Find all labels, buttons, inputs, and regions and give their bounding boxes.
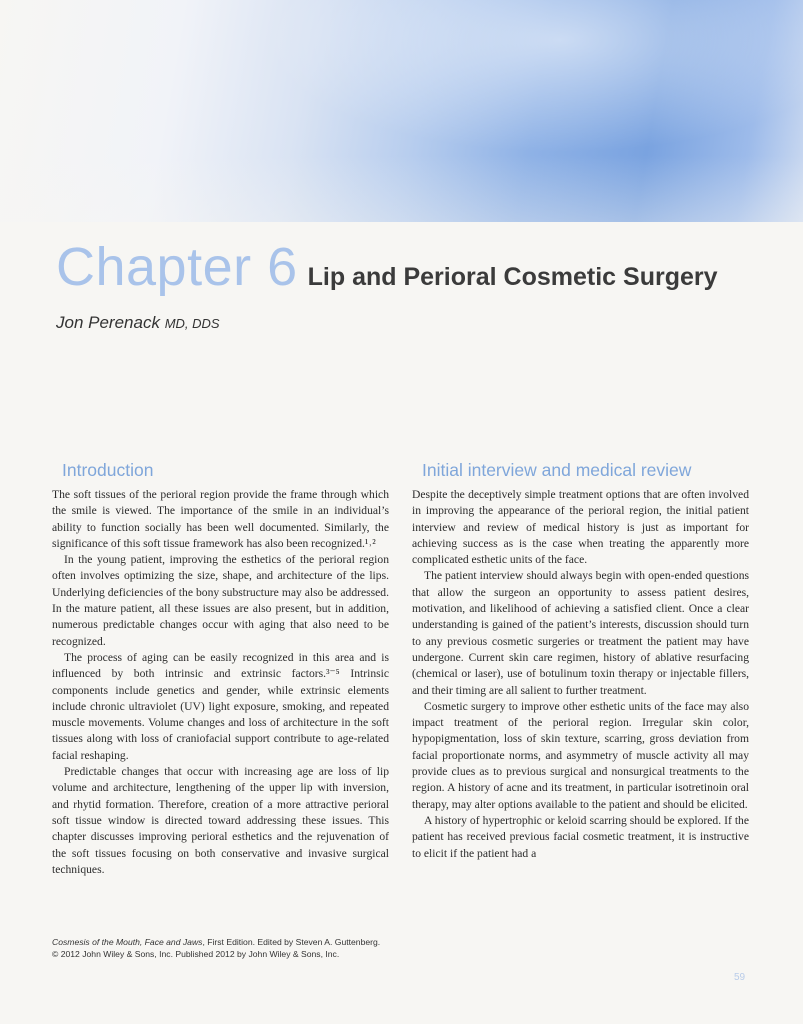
paragraph: The process of aging can be easily recognized in this area and is influenced by both intrinsic and extrinsic factors.³⁻⁵ Intrinsic components include genetics and gender, while extrinsic elements include chronic ultraviolet (UV) light exposure, smoking, and repeated muscle movements. Volume changes and loss of architecture in the soft tissues along with loss of craniofacial support contribute to age-related facial reshaping. [52,650,389,762]
paragraph: Predictable changes that occur with increasing age are loss of lip volume and architecture, lengthening of the upper lip with inversion, and rhytid formation. Therefore, creation of a more attractive perioral soft tissue window is directed toward addressing these issues. This chapter discusses improving perioral esthetics and the rejuvenation of the soft tissues focusing on both conservative and invasive surgical techniques. [52,765,389,876]
chapter-heading [56,236,718,298]
paragraph: In the young patient, improving the esthetics of the perioral region often involves optimizing the size, shape, and architecture of the lips. Underlying deficiencies of the bony substructure may also be addressed. In the mature patient, all these issues are also present, but in addition, numerous predictable changes occur with aging that also need to be recognized. [52,553,389,648]
right-column [412,460,749,862]
copyright-footnote [52,937,472,960]
chapter-title: Lip and Perioral Cosmetic Surgery [307,263,718,291]
paragraph: Cosmetic surgery to improve other esthetic units of the face may also impact treatment of the perioral region. Irregular skin color, hypopigmentation, loss of skin texture, scarring, gross deviation from facial proportionate norms, and asymmetry of muscle activity all may provide clues as to previous surgical and nonsurgical treatments to the region. A history of acne and its treatment, in particular isotretinoin oral therapy, may alter options available to the patient and should be elicited. [412,699,749,811]
author-credentials: MD, DDS [164,316,220,331]
paragraph: A history of hypertrophic or keloid scarring should be explored. If the patient has received previous facial cosmetic treatment, it is instructive to elicit if the patient had a [412,813,749,860]
copyright-line: © 2012 John Wiley & Sons, Inc. Published 2012 by John Wiley & Sons, Inc. [52,948,340,959]
page-number: 59 [734,972,746,983]
edition-line: , First Edition. Edited by Steven A. Guttenberg. [202,937,381,947]
left-column [52,460,389,878]
section-heading-initial-interview: Initial interview and medical review [422,460,692,480]
paragraph: The patient interview should always begin with open-ended questions that allow the surgeon an opportunity to assess patient desires, motivation, and likelihood of achieving a satisfied client. Once a clear understanding is gained of the patient’s interests, discussion should turn to any previous cosmetic surgeries or treatment the patient may have undergone. Current skin care regimen, history of ablative resurfacing (chemical or laser), use of botulinum toxin therapy or injectable fillers, and their timing are all salient to further treatment. [412,569,749,697]
book-citation [52,937,472,949]
chapter-label: Chapter 6 [56,237,298,297]
author-line [56,313,220,333]
author-name: Jon Perenack [56,313,160,332]
paragraph: The soft tissues of the perioral region provide the frame through which the smile is viewed. The importance of the smile in an individual’s ability to function socially has been well documented. Similarly, the significance of this soft tissue framework has also been recognized.¹˒² [52,488,389,550]
section-heading-introduction: Introduction [62,460,154,480]
book-title: Cosmesis of the Mouth, Face and Jaws [52,937,203,947]
header-banner-fade [0,0,803,222]
paragraph: Despite the deceptively simple treatment options that are often involved in improving the appearance of the perioral region, the initial patient interview and review of medical history is just as important for achieving success as is the case when treating the apparently more complicated esthetic units of the face. [412,488,749,567]
